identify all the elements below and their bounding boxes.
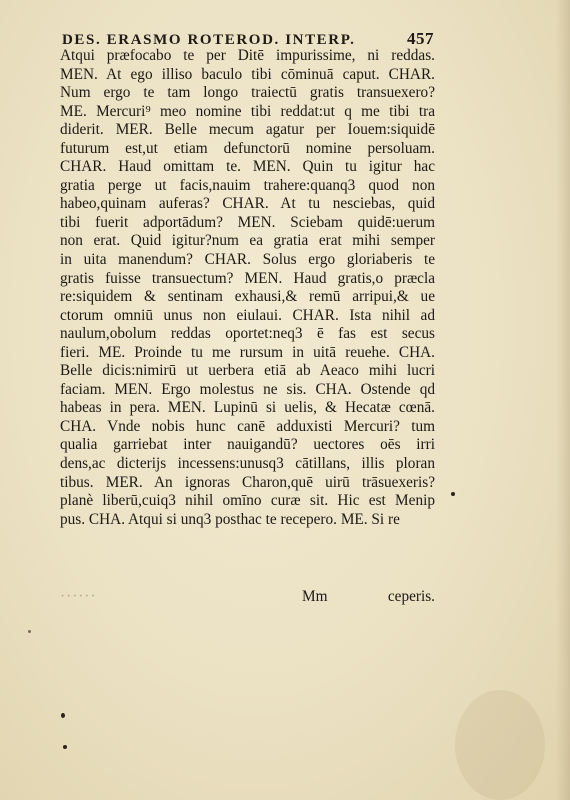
text-line: naulum,obolum reddas oportet:neq3 ē fas est secus xyxy=(60,325,435,343)
ink-speck xyxy=(28,630,31,633)
text-line: Num ergo te tam longo traiectū gratis transuexero? xyxy=(60,84,435,102)
text-line: tibi fuerit adportādum? MEN. Sciebam quidē:uerum xyxy=(60,213,435,231)
text-line: fieri. ME. Proinde tu me rursum in uitā reuehe. CHA. xyxy=(60,343,435,361)
paper-stain xyxy=(455,690,545,800)
ink-speck xyxy=(451,492,455,496)
text-line: qualia garriebat inter nauigandū? uectores oēs irri xyxy=(60,436,435,454)
text-line: CHA. Vnde nobis hunc canē adduxisti Mercuri? tum xyxy=(60,417,435,435)
ink-speck xyxy=(61,713,65,718)
faint-mark: ······ xyxy=(60,588,97,605)
text-line: futurum est,ut etiam defunctorū nomine persoluam. xyxy=(60,139,435,157)
text-line: pus. CHA. Atqui si unq3 posthac te recepero. ME. Si re xyxy=(60,510,400,528)
text-line: faciam. MEN. Ergo molestus ne sis. CHA. Ostende qd xyxy=(60,380,435,398)
text-line: non erat. Quid igitur?num ea gratia erat mihi semper xyxy=(60,232,435,250)
ink-speck xyxy=(63,745,67,749)
text-line: planè liberū,cuiq3 nihil omīno curæ sit. Hic est Menip xyxy=(60,492,435,510)
running-head: DES. ERASMO ROTEROD. INTERP. xyxy=(62,32,356,48)
text-line: dens,ac dicterijs incessens:unusq3 cātillans, illis ploran xyxy=(60,455,435,473)
signature-word: ceperis. xyxy=(387,588,435,605)
text-line: in uita manendum? CHAR. Solus ergo gloriaberis te xyxy=(60,251,435,269)
text-line: diderit. MER. Belle mecum agatur per Iouem:siquidē xyxy=(60,121,435,139)
running-header xyxy=(62,29,434,49)
text-line: gratis fuisse transuectum? MEN. Haud gratis,o præcla xyxy=(60,269,435,287)
text-line: ctorum omniū unus non eiulaui. CHAR. Ista nihil ad xyxy=(60,306,435,324)
text-line: CHAR. Haud omittam te. MEN. Quin tu igitur hac xyxy=(60,158,435,176)
page-edge-shadow xyxy=(556,0,570,800)
catchword: Mm xyxy=(302,588,328,605)
text-block xyxy=(60,47,435,529)
text-line: Belle dicis:nimirū ut uerbera etiā ab Aeaco mihi lucri xyxy=(60,362,435,380)
text-line: MEN. At ego illiso baculo tibi cōminuā caput. CHAR. xyxy=(60,65,435,83)
text-line: gratia perge ut facis,nauim trahere:quanq3 quod non xyxy=(60,176,435,194)
text-line: tibus. MER. An ignoras Charon,quē uirū trāsuexeris? xyxy=(60,473,435,491)
text-line: re:siquidem & sentinam exhausi,& remū arripui,& ue xyxy=(60,288,435,306)
text-line: ME. Mercuri⁹ meo nomine tibi reddat:ut q me tibi tra xyxy=(60,102,435,120)
text-line: habeas in pera. MEN. Lupinū si uelis, & Hecatæ cœnā. xyxy=(60,399,435,417)
page-number: 457 xyxy=(407,29,434,48)
text-line: Atqui præfocabo te per Ditē impurissime, ni reddas. xyxy=(60,47,435,64)
text-line: habeo,quinam auferas? CHAR. At tu nesciebas, quid xyxy=(60,195,435,213)
